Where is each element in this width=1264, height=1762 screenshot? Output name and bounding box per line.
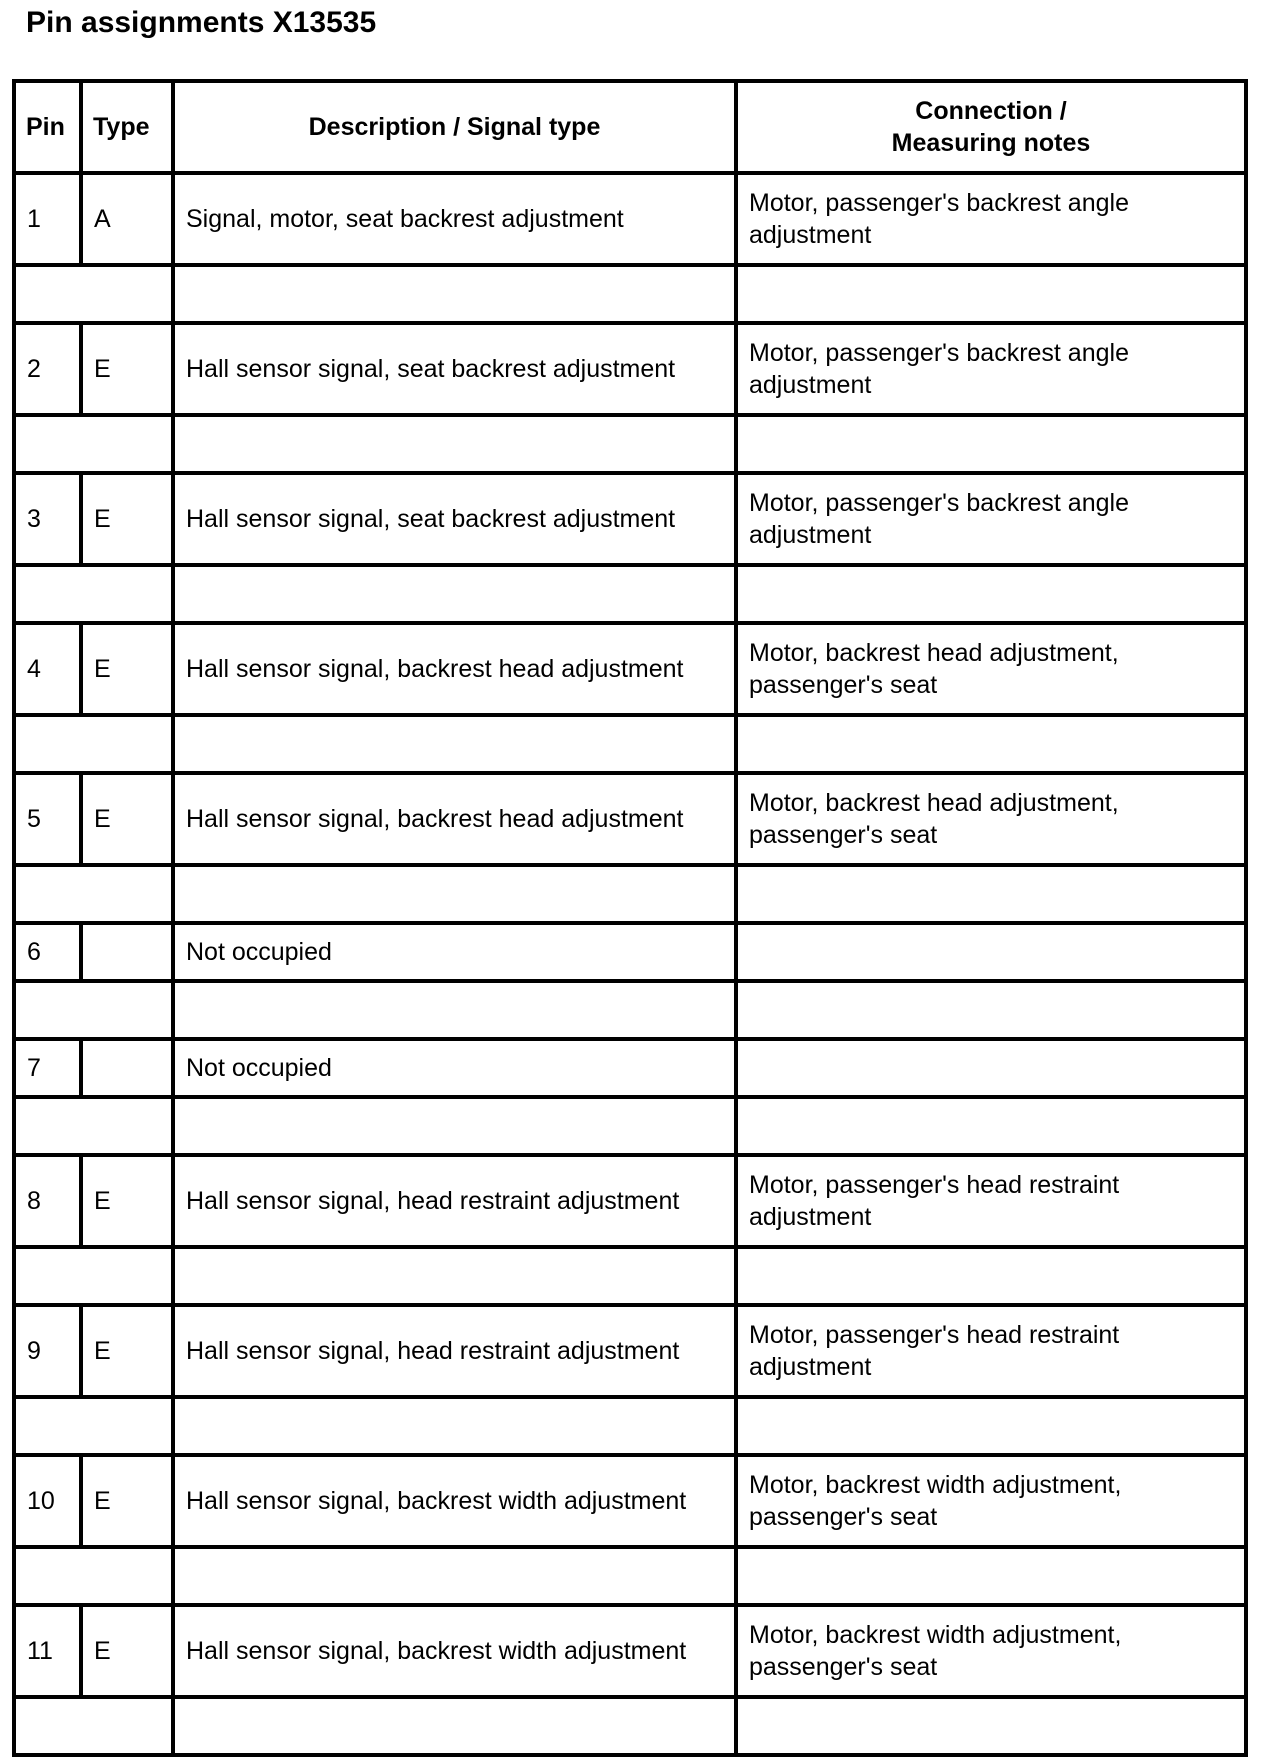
cell-description: Hall sensor signal, head restraint adjustment bbox=[173, 1155, 736, 1247]
spacer-cell bbox=[736, 1397, 1246, 1455]
cell-description: Hall sensor signal, backrest width adjustment bbox=[173, 1605, 736, 1697]
cell-type: E bbox=[81, 1605, 173, 1697]
cell-connection: Motor, backrest head adjustment, passenger's seat bbox=[736, 623, 1246, 715]
cell-type: E bbox=[81, 773, 173, 865]
spacer-cell bbox=[14, 565, 173, 623]
table-body bbox=[14, 173, 1246, 1755]
spacer-cell bbox=[14, 415, 173, 473]
cell-connection bbox=[736, 1039, 1246, 1097]
cell-pin: 6 bbox=[14, 923, 81, 981]
spacer-cell bbox=[736, 981, 1246, 1039]
header-connection bbox=[736, 81, 1246, 173]
cell-connection: Motor, backrest head adjustment, passenger's seat bbox=[736, 773, 1246, 865]
cell-description: Signal, motor, seat backrest adjustment bbox=[173, 173, 736, 265]
table-spacer-row bbox=[14, 415, 1246, 473]
cell-pin: 7 bbox=[14, 1039, 81, 1097]
cell-type bbox=[81, 923, 173, 981]
spacer-cell bbox=[14, 1397, 173, 1455]
table-row bbox=[14, 1039, 1246, 1097]
table-row bbox=[14, 173, 1246, 265]
table-row bbox=[14, 1455, 1246, 1547]
table-header-row bbox=[14, 81, 1246, 173]
header-type: Type bbox=[81, 81, 173, 173]
spacer-cell bbox=[14, 715, 173, 773]
spacer-cell bbox=[14, 1547, 173, 1605]
spacer-cell bbox=[736, 1697, 1246, 1755]
table-spacer-row bbox=[14, 981, 1246, 1039]
spacer-cell bbox=[173, 1247, 736, 1305]
cell-description: Hall sensor signal, backrest head adjustment bbox=[173, 773, 736, 865]
cell-type: E bbox=[81, 1455, 173, 1547]
cell-connection: Motor, backrest width adjustment, passenger's seat bbox=[736, 1455, 1246, 1547]
table-spacer-row bbox=[14, 715, 1246, 773]
cell-type: A bbox=[81, 173, 173, 265]
cell-pin: 3 bbox=[14, 473, 81, 565]
table-row bbox=[14, 1155, 1246, 1247]
cell-pin: 1 bbox=[14, 173, 81, 265]
header-description: Description / Signal type bbox=[173, 81, 736, 173]
cell-connection bbox=[736, 923, 1246, 981]
spacer-cell bbox=[173, 1097, 736, 1155]
cell-connection: Motor, passenger's backrest angle adjustment bbox=[736, 323, 1246, 415]
spacer-cell bbox=[14, 265, 173, 323]
table-row bbox=[14, 473, 1246, 565]
cell-description: Not occupied bbox=[173, 923, 736, 981]
cell-description: Hall sensor signal, head restraint adjustment bbox=[173, 1305, 736, 1397]
spacer-cell bbox=[173, 265, 736, 323]
cell-pin: 9 bbox=[14, 1305, 81, 1397]
spacer-cell bbox=[173, 865, 736, 923]
spacer-cell bbox=[736, 1097, 1246, 1155]
spacer-cell bbox=[736, 415, 1246, 473]
table-row bbox=[14, 323, 1246, 415]
cell-connection: Motor, passenger's head restraint adjustment bbox=[736, 1155, 1246, 1247]
table-spacer-row bbox=[14, 1547, 1246, 1605]
cell-type: E bbox=[81, 323, 173, 415]
table-row bbox=[14, 773, 1246, 865]
header-connection-line1: Connection / bbox=[915, 97, 1067, 125]
cell-description: Hall sensor signal, seat backrest adjustment bbox=[173, 323, 736, 415]
spacer-cell bbox=[173, 565, 736, 623]
table-row bbox=[14, 923, 1246, 981]
cell-connection: Motor, passenger's head restraint adjustment bbox=[736, 1305, 1246, 1397]
header-pin: Pin bbox=[14, 81, 81, 173]
header-connection-line2: Measuring notes bbox=[891, 129, 1091, 157]
table-spacer-row bbox=[14, 1397, 1246, 1455]
cell-type bbox=[81, 1039, 173, 1097]
cell-connection: Motor, backrest width adjustment, passenger's seat bbox=[736, 1605, 1246, 1697]
spacer-cell bbox=[173, 715, 736, 773]
cell-pin: 4 bbox=[14, 623, 81, 715]
cell-type: E bbox=[81, 473, 173, 565]
cell-description: Hall sensor signal, backrest width adjustment bbox=[173, 1455, 736, 1547]
table-row bbox=[14, 623, 1246, 715]
table-row bbox=[14, 1605, 1246, 1697]
cell-description: Not occupied bbox=[173, 1039, 736, 1097]
spacer-cell bbox=[173, 1697, 736, 1755]
spacer-cell bbox=[736, 865, 1246, 923]
spacer-cell bbox=[736, 565, 1246, 623]
cell-description: Hall sensor signal, seat backrest adjustment bbox=[173, 473, 736, 565]
cell-connection: Motor, passenger's backrest angle adjustment bbox=[736, 473, 1246, 565]
cell-pin: 2 bbox=[14, 323, 81, 415]
table-row bbox=[14, 1305, 1246, 1397]
cell-description: Hall sensor signal, backrest head adjustment bbox=[173, 623, 736, 715]
table-spacer-row bbox=[14, 1247, 1246, 1305]
cell-type: E bbox=[81, 623, 173, 715]
pin-assignment-table bbox=[12, 79, 1248, 1757]
spacer-cell bbox=[173, 1397, 736, 1455]
spacer-cell bbox=[14, 981, 173, 1039]
spacer-cell bbox=[173, 1547, 736, 1605]
table-spacer-row bbox=[14, 565, 1246, 623]
cell-pin: 5 bbox=[14, 773, 81, 865]
spacer-cell bbox=[14, 1697, 173, 1755]
spacer-cell bbox=[173, 415, 736, 473]
table-spacer-row bbox=[14, 1697, 1246, 1755]
table-spacer-row bbox=[14, 865, 1246, 923]
table-spacer-row bbox=[14, 1097, 1246, 1155]
cell-pin: 11 bbox=[14, 1605, 81, 1697]
cell-type: E bbox=[81, 1155, 173, 1247]
spacer-cell bbox=[173, 981, 736, 1039]
spacer-cell bbox=[736, 1247, 1246, 1305]
spacer-cell bbox=[14, 1247, 173, 1305]
spacer-cell bbox=[736, 265, 1246, 323]
cell-connection: Motor, passenger's backrest angle adjustment bbox=[736, 173, 1246, 265]
cell-pin: 8 bbox=[14, 1155, 81, 1247]
spacer-cell bbox=[736, 1547, 1246, 1605]
cell-pin: 10 bbox=[14, 1455, 81, 1547]
spacer-cell bbox=[14, 1097, 173, 1155]
cell-type: E bbox=[81, 1305, 173, 1397]
spacer-cell bbox=[736, 715, 1246, 773]
spacer-cell bbox=[14, 865, 173, 923]
page-title: Pin assignments X13535 bbox=[26, 6, 377, 39]
table-spacer-row bbox=[14, 265, 1246, 323]
